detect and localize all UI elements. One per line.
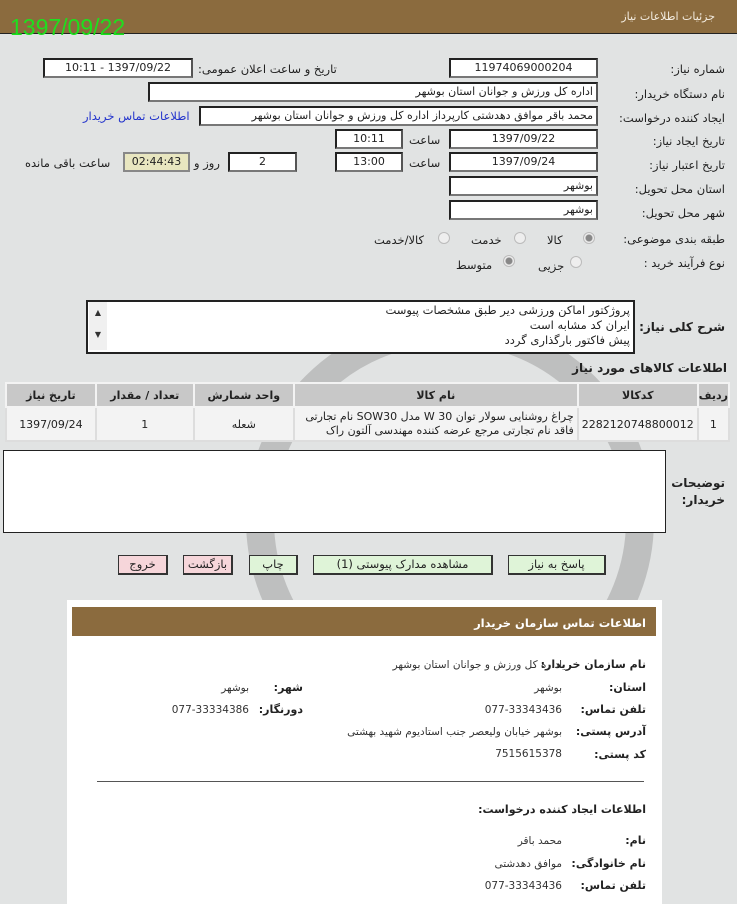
category-radio-goods[interactable]	[583, 232, 595, 244]
family-value: موافق دهدشتی	[494, 858, 562, 870]
name-value: محمد باقر	[517, 835, 562, 847]
city-label: شهر محل تحویل:	[641, 206, 725, 220]
back-button[interactable]: بازگشت	[183, 555, 233, 575]
creator-info-title: اطلاعات ایجاد کننده درخواست:	[478, 803, 646, 816]
created-time-field[interactable]: 10:11	[335, 129, 403, 149]
phone-label: تلفن تماس:	[580, 703, 646, 716]
divider	[97, 781, 644, 782]
table-row	[6, 407, 729, 441]
created-time-label: ساعت	[409, 133, 441, 147]
family-label: نام خانوادگی:	[571, 857, 646, 870]
col-qty: تعداد / مقدار	[96, 383, 194, 407]
city-info-value: بوشهر	[221, 682, 249, 694]
process-radio-medium[interactable]	[503, 255, 515, 267]
creator-phone-label: تلفن تماس:	[580, 879, 646, 892]
province-info-value: بوشهر	[534, 682, 562, 694]
valid-time-field[interactable]: 13:00	[335, 152, 403, 172]
name-label: نام:	[625, 834, 646, 847]
reply-button[interactable]: پاسخ به نیاز	[508, 555, 606, 575]
fax-label: دورنگار:	[258, 703, 303, 716]
valid-date-field[interactable]: 1397/09/24	[449, 152, 598, 172]
province-field[interactable]: بوشهر	[449, 176, 598, 196]
contact-panel-title: اطلاعات تماس سازمان خریدار	[72, 607, 656, 636]
process-label: نوع فرآیند خرید :	[643, 256, 725, 270]
process-option-medium: متوسط	[456, 258, 493, 272]
creator-label: ایجاد کننده درخواست:	[619, 111, 725, 125]
announce-label: تاریخ و ساعت اعلان عمومی:	[198, 62, 337, 76]
created-date-label: تاریخ ایجاد نیاز:	[652, 134, 725, 148]
category-option-service: خدمت	[471, 233, 502, 247]
address-value: بوشهر خیابان ولیعصر جنب استادیوم شهید بهشتی	[347, 726, 562, 738]
category-option-goods: کالا	[547, 233, 563, 247]
buyer-org-field[interactable]: اداره کل ورزش و جوانان استان بوشهر	[148, 82, 598, 102]
print-button[interactable]: چاپ	[249, 555, 298, 575]
need-number-label: شماره نیاز:	[670, 62, 725, 76]
date-stamp: 1397/09/22	[10, 14, 126, 40]
buyer-contact-link[interactable]: اطلاعات تماس خریدار	[83, 109, 190, 123]
col-index: ردیف	[698, 383, 729, 407]
col-name: نام کالا	[294, 383, 578, 407]
created-date-field[interactable]: 1397/09/22	[449, 129, 598, 149]
category-label: طبقه بندی موضوعی:	[623, 232, 725, 246]
org-label: نام سازمان خریدار:	[540, 658, 646, 671]
province-info-label: استان:	[609, 681, 646, 694]
process-option-minor: جزیی	[538, 259, 565, 273]
days-field[interactable]: 2	[228, 152, 297, 172]
goods-table	[5, 382, 730, 442]
address-label: آدرس پستی:	[575, 725, 646, 738]
city-info-label: شهر:	[273, 681, 303, 694]
creator-field[interactable]: محمد باقر موافق دهدشتی کارپرداز اداره کل ورزش و جوانان استان بوشهر	[199, 106, 598, 126]
buyer-org-label: نام دستگاه خریدار:	[634, 87, 725, 101]
description-textarea[interactable]	[86, 300, 635, 354]
goods-section-title: اطلاعات کالاهای مورد نیاز	[572, 361, 727, 375]
description-scrollbar[interactable]: ▲ ▼	[89, 302, 107, 350]
city-field[interactable]: بوشهر	[449, 200, 598, 220]
category-radio-both[interactable]	[438, 232, 450, 244]
postal-value: 7515615378	[495, 748, 562, 760]
valid-date-label: تاریخ اعتبار نیاز:	[649, 158, 725, 172]
goods-table-header	[6, 383, 729, 407]
cell-unit: شعله	[194, 407, 294, 441]
buyer-notes-textarea[interactable]	[3, 450, 666, 533]
remaining-label: ساعت باقی مانده	[25, 156, 111, 170]
category-radio-service[interactable]	[514, 232, 526, 244]
col-date: تاریخ نیاز	[6, 383, 96, 407]
remaining-time-field: 02:44:43	[123, 152, 190, 172]
description-label: شرح کلی نیاز:	[639, 320, 725, 334]
cell-name: چراغ روشنایی سولار توان W 30 مدل SOW30 نام تجارتی فاقد نام تجارتی مرجع عرضه کننده مهندسی آلتون راک	[294, 407, 578, 441]
description-line: پیش فاکتور بارگذاری گردد	[504, 333, 630, 347]
days-label: روز و	[194, 156, 220, 170]
process-radio-minor[interactable]	[570, 256, 582, 268]
postal-label: کد پستی:	[594, 748, 646, 761]
buyer-notes-label: توضیحات خریدار:	[671, 476, 725, 507]
exit-button[interactable]: خروج	[118, 555, 168, 575]
need-number-field[interactable]: 11974069000204	[449, 58, 598, 78]
valid-time-label: ساعت	[409, 156, 441, 170]
attachments-button[interactable]: مشاهده مدارک پیوستی (1)	[313, 555, 493, 575]
org-value: اداره کل ورزش و جوانان استان بوشهر	[392, 659, 562, 671]
announce-field[interactable]: 1397/09/22 - 10:11	[43, 58, 193, 78]
description-line: پروژکتور اماکن ورزشی دیر طبق مشخصات پیوست	[385, 303, 630, 317]
fax-value: 077-33334386	[171, 704, 249, 716]
cell-code: 2282120748800012	[578, 407, 698, 441]
description-line: ایران کد مشابه است	[529, 318, 630, 332]
cell-qty: 1	[96, 407, 194, 441]
cell-index: 1	[698, 407, 729, 441]
province-label: استان محل تحویل:	[634, 182, 725, 196]
creator-phone-value: 077-33343436	[484, 880, 562, 892]
col-unit: واحد شمارش	[194, 383, 294, 407]
category-option-both: کالا/خدمت	[374, 233, 425, 247]
page-title: جزئیات اطلاعات نیاز	[621, 10, 715, 23]
col-code: کدکالا	[578, 383, 698, 407]
cell-date: 1397/09/24	[6, 407, 96, 441]
phone-value: 077-33343436	[484, 704, 562, 716]
